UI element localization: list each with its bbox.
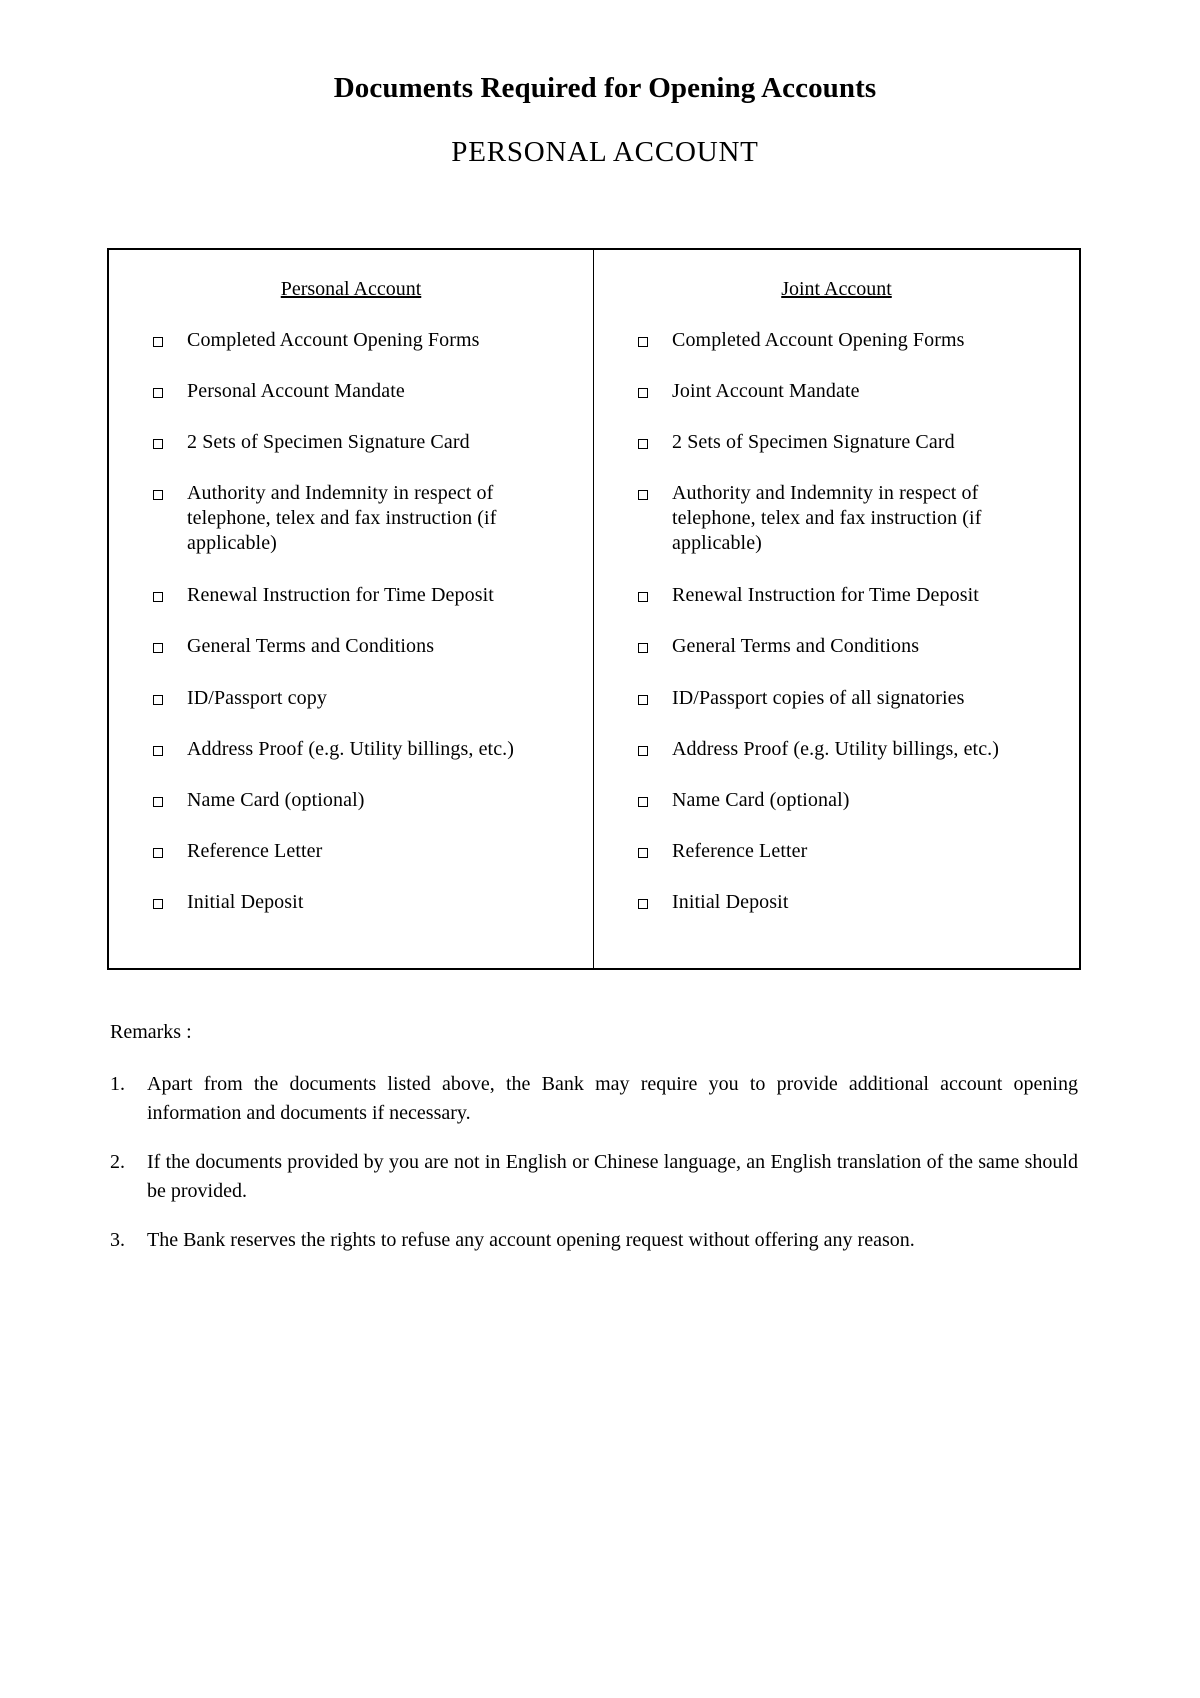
requirements-table	[107, 248, 1081, 970]
list-item: Name Card (optional)	[153, 788, 573, 813]
list-item: 2 Sets of Specimen Signature Card	[638, 430, 1059, 455]
remark-number: 2.	[110, 1151, 125, 1173]
column-header-personal: Personal Account	[280, 278, 422, 300]
list-item: Name Card (optional)	[638, 788, 1059, 813]
checkbox-square-icon	[638, 490, 648, 500]
checkbox-square-icon	[153, 848, 163, 858]
checkbox-square-icon	[638, 337, 648, 347]
remark-text: Apart from the documents listed above, the Bank may require you to provide additional account opening information and documents if necessary.	[147, 1073, 1078, 1124]
list-item: General Terms and Conditions	[638, 634, 1059, 659]
list-item: Completed Account Opening Forms	[153, 328, 573, 353]
list-item: Initial Deposit	[153, 890, 573, 915]
checkbox-square-icon	[153, 695, 163, 705]
checkbox-square-icon	[638, 643, 648, 653]
checkbox-square-icon	[638, 695, 648, 705]
list-item: Personal Account Mandate	[153, 379, 573, 404]
list-item: Joint Account Mandate	[638, 379, 1059, 404]
list-item: Renewal Instruction for Time Deposit	[153, 583, 573, 608]
personal-account-column	[109, 250, 594, 968]
checkbox-square-icon	[153, 592, 163, 602]
list-item: Address Proof (e.g. Utility billings, etc.)	[153, 737, 573, 762]
list-item: Renewal Instruction for Time Deposit	[638, 583, 1059, 608]
document-subtitle: PERSONAL ACCOUNT	[451, 136, 759, 168]
list-item: Initial Deposit	[638, 890, 1059, 915]
list-item: Authority and Indemnity in respect of telephone, telex and fax instruction (if applicable)	[638, 481, 1059, 556]
checkbox-square-icon	[638, 592, 648, 602]
list-item: General Terms and Conditions	[153, 634, 573, 659]
document-title: Documents Required for Opening Accounts	[333, 72, 877, 104]
checkbox-square-icon	[153, 490, 163, 500]
checkbox-square-icon	[153, 337, 163, 347]
checkbox-square-icon	[638, 899, 648, 909]
checkbox-square-icon	[153, 388, 163, 398]
list-item: Completed Account Opening Forms	[638, 328, 1059, 353]
checkbox-square-icon	[638, 797, 648, 807]
checkbox-square-icon	[153, 643, 163, 653]
remark-text: If the documents provided by you are not in English or Chinese language, an English translation of the same should be provided.	[147, 1151, 1078, 1202]
checkbox-square-icon	[153, 797, 163, 807]
joint-account-column	[594, 250, 1079, 968]
remarks-label: Remarks :	[110, 1021, 192, 1043]
list-item: ID/Passport copy	[153, 686, 573, 711]
remarks-list	[110, 1070, 1078, 1275]
remark-item	[110, 1226, 1078, 1255]
list-item: Authority and Indemnity in respect of telephone, telex and fax instruction (if applicable)	[153, 481, 573, 556]
remark-item	[110, 1070, 1078, 1128]
checkbox-square-icon	[638, 746, 648, 756]
checkbox-square-icon	[638, 439, 648, 449]
checkbox-square-icon	[153, 746, 163, 756]
list-item: 2 Sets of Specimen Signature Card	[153, 430, 573, 455]
checkbox-square-icon	[153, 439, 163, 449]
remark-number: 1.	[110, 1073, 125, 1095]
remark-item	[110, 1148, 1078, 1206]
remark-text: The Bank reserves the rights to refuse any account opening request without offering any reason.	[147, 1229, 915, 1251]
checkbox-square-icon	[638, 848, 648, 858]
remark-number: 3.	[110, 1229, 125, 1251]
checkbox-square-icon	[153, 899, 163, 909]
checkbox-square-icon	[638, 388, 648, 398]
list-item: Reference Letter	[638, 839, 1059, 864]
list-item: Reference Letter	[153, 839, 573, 864]
column-header-joint: Joint Account	[781, 278, 892, 300]
list-item: ID/Passport copies of all signatories	[638, 686, 1059, 711]
list-item: Address Proof (e.g. Utility billings, etc.)	[638, 737, 1059, 762]
